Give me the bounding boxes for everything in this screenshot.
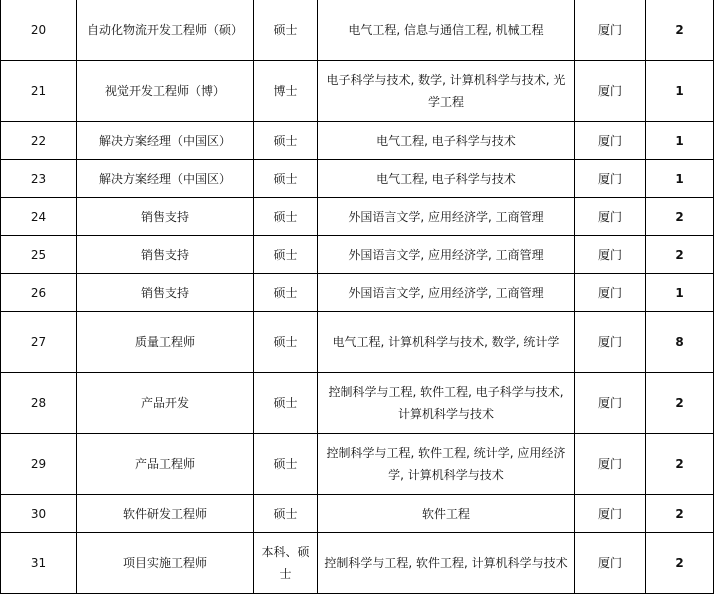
location: 厦门 [575, 373, 646, 434]
row-number: 25 [1, 236, 77, 274]
headcount: 2 [646, 533, 714, 594]
headcount: 8 [646, 312, 714, 373]
degree: 硕士 [254, 373, 318, 434]
position-name: 自动化物流开发工程师（硕） [77, 0, 254, 61]
major: 外国语言文学, 应用经济学, 工商管理 [318, 198, 575, 236]
table-row [1, 312, 714, 373]
headcount: 2 [646, 495, 714, 533]
major: 电气工程, 电子科学与技术 [318, 122, 575, 160]
table-row [1, 122, 714, 160]
row-number: 27 [1, 312, 77, 373]
major: 外国语言文学, 应用经济学, 工商管理 [318, 274, 575, 312]
table-row [1, 274, 714, 312]
headcount: 2 [646, 434, 714, 495]
position-name: 销售支持 [77, 236, 254, 274]
row-number: 29 [1, 434, 77, 495]
headcount: 1 [646, 160, 714, 198]
position-name: 项目实施工程师 [77, 533, 254, 594]
degree: 硕士 [254, 236, 318, 274]
position-name: 销售支持 [77, 198, 254, 236]
row-number: 24 [1, 198, 77, 236]
major: 电气工程, 信息与通信工程, 机械工程 [318, 0, 575, 61]
table-row [1, 0, 714, 61]
degree: 硕士 [254, 160, 318, 198]
row-number: 21 [1, 61, 77, 122]
major: 外国语言文学, 应用经济学, 工商管理 [318, 236, 575, 274]
position-name: 销售支持 [77, 274, 254, 312]
major: 控制科学与工程, 软件工程, 计算机科学与技术 [318, 533, 575, 594]
position-name: 软件研发工程师 [77, 495, 254, 533]
table-row [1, 61, 714, 122]
degree: 硕士 [254, 434, 318, 495]
position-name: 视觉开发工程师（博） [77, 61, 254, 122]
degree: 硕士 [254, 495, 318, 533]
degree: 硕士 [254, 274, 318, 312]
location: 厦门 [575, 312, 646, 373]
degree: 硕士 [254, 122, 318, 160]
degree: 硕士 [254, 198, 318, 236]
location: 厦门 [575, 434, 646, 495]
major: 电气工程, 电子科学与技术 [318, 160, 575, 198]
major: 电气工程, 计算机科学与技术, 数学, 统计学 [318, 312, 575, 373]
location: 厦门 [575, 0, 646, 61]
location: 厦门 [575, 236, 646, 274]
table-row [1, 198, 714, 236]
headcount: 2 [646, 0, 714, 61]
headcount: 2 [646, 373, 714, 434]
headcount: 1 [646, 274, 714, 312]
location: 厦门 [575, 198, 646, 236]
headcount: 2 [646, 198, 714, 236]
major: 控制科学与工程, 软件工程, 统计学, 应用经济学, 计算机科学与技术 [318, 434, 575, 495]
degree: 博士 [254, 61, 318, 122]
row-number: 22 [1, 122, 77, 160]
degree: 本科、硕士 [254, 533, 318, 594]
location: 厦门 [575, 274, 646, 312]
location: 厦门 [575, 533, 646, 594]
table-row [1, 495, 714, 533]
row-number: 23 [1, 160, 77, 198]
position-name: 产品工程师 [77, 434, 254, 495]
degree: 硕士 [254, 312, 318, 373]
table-row [1, 434, 714, 495]
row-number: 31 [1, 533, 77, 594]
location: 厦门 [575, 122, 646, 160]
row-number: 28 [1, 373, 77, 434]
headcount: 2 [646, 236, 714, 274]
position-name: 解决方案经理（中国区） [77, 122, 254, 160]
position-name: 解决方案经理（中国区） [77, 160, 254, 198]
headcount: 1 [646, 122, 714, 160]
table-row [1, 236, 714, 274]
location: 厦门 [575, 160, 646, 198]
row-number: 20 [1, 0, 77, 61]
major: 软件工程 [318, 495, 575, 533]
table-row [1, 160, 714, 198]
row-number: 30 [1, 495, 77, 533]
position-name: 产品开发 [77, 373, 254, 434]
major: 电子科学与技术, 数学, 计算机科学与技术, 光学工程 [318, 61, 575, 122]
table-row [1, 373, 714, 434]
location: 厦门 [575, 61, 646, 122]
location: 厦门 [575, 495, 646, 533]
degree: 硕士 [254, 0, 318, 61]
row-number: 26 [1, 274, 77, 312]
major: 控制科学与工程, 软件工程, 电子科学与技术, 计算机科学与技术 [318, 373, 575, 434]
position-name: 质量工程师 [77, 312, 254, 373]
headcount: 1 [646, 61, 714, 122]
table-row [1, 533, 714, 594]
